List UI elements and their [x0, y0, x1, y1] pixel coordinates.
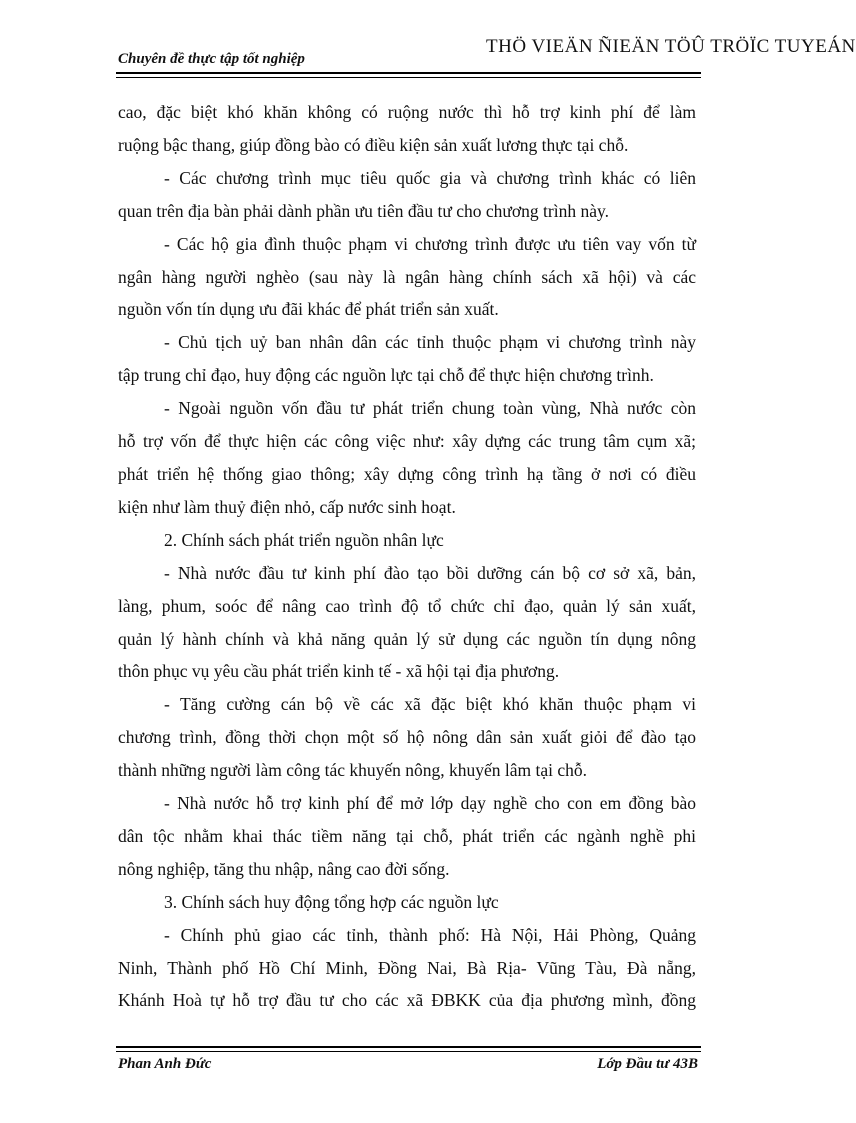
body-line: kiện như làm thuỷ điện nhỏ, cấp nước sinh hoạt.: [118, 496, 456, 517]
body-line: - Chủ tịch uỷ ban nhân dân các tỉnh thuộc phạm vi chương trình này: [164, 332, 696, 353]
body-line: phát triển hệ thống giao thông; xây dựng công trình hạ tầng ở nơi có điều: [118, 463, 696, 484]
footer-class: Lớp Đầu tư 43B: [597, 1056, 698, 1072]
footer-author: Phan Anh Đức: [118, 1056, 212, 1072]
body-line: - Nhà nước hỗ trợ kinh phí để mở lớp dạy nghề cho con em đồng bào: [164, 793, 696, 814]
body-line: quan trên địa bàn phải dành phần ưu tiên đầu tư cho chương trình này.: [118, 200, 609, 221]
body-line: thành những người làm công tác khuyến nông, khuyến lâm tại chỗ.: [118, 760, 588, 781]
body-line: nông nghiệp, tăng thu nhập, nâng cao đời sống.: [118, 858, 450, 879]
section-heading: 3. Chính sách huy động tổng hợp các nguồn lực: [164, 891, 499, 912]
body-line: thôn phục vụ yêu cầu phát triển kinh tế - xã hội tại địa phương.: [118, 661, 560, 682]
footer-rule: [116, 1046, 701, 1052]
body-line: Ninh, Thành phố Hồ Chí Minh, Đồng Nai, Bà Rịa- Vũng Tàu, Đà nẵng,: [118, 957, 696, 978]
body-line: ruộng bậc thang, giúp đồng bào có điều kiện sản xuất lương thực tại chỗ.: [118, 134, 629, 155]
body-line: - Ngoài nguồn vốn đầu tư phát triển chung toàn vùng, Nhà nước còn: [164, 398, 696, 419]
body-line: - Các hộ gia đình thuộc phạm vi chương trình được ưu tiên vay vốn từ: [164, 233, 696, 254]
watermark-text: THÖ VIEÄN ÑIEÄN TÖÛ TRÖÏC TUYEÁN: [486, 36, 856, 57]
body-line: tập trung chỉ đạo, huy động các nguồn lực tại chỗ để thực hiện chương trình.: [118, 365, 654, 386]
body-line: - Các chương trình mục tiêu quốc gia và chương trình khác có liên: [164, 167, 696, 188]
section-heading: 2. Chính sách phát triển nguồn nhân lực: [164, 529, 444, 550]
body-line: hỗ trợ vốn để thực hiện các công việc như: xây dựng các trung tâm cụm xã;: [118, 431, 696, 452]
body-line: Khánh Hoà tự hỗ trợ đầu tư cho các xã ĐBKK của địa phương mình, đồng: [118, 990, 696, 1011]
body-line: nguồn vốn tín dụng ưu đãi khác để phát triển sản xuất.: [118, 299, 499, 320]
body-line: - Nhà nước đầu tư kinh phí đào tạo bồi dưỡng cán bộ cơ sở xã, bản,: [164, 562, 696, 583]
body-line: làng, phum, soóc để nâng cao trình độ tổ chức chỉ đạo, quản lý sản xuất,: [118, 595, 696, 616]
body-line: - Chính phủ giao các tỉnh, thành phố: Hà Nội, Hải Phòng, Quảng: [164, 924, 696, 945]
header-title: Chuyên đề thực tập tốt nghiệp: [118, 51, 305, 67]
body-line: chương trình, đồng thời chọn một số hộ nông dân sản xuất giỏi để đào tạo: [118, 727, 696, 748]
body-line: - Tăng cường cán bộ về các xã đặc biệt khó khăn thuộc phạm vi: [164, 694, 696, 715]
body-line: dân tộc nhằm khai thác tiềm năng tại chỗ, phát triển các ngành nghề phi: [118, 825, 696, 846]
body-line: ngân hàng người nghèo (sau này là ngân hàng chính sách xã hội) và các: [118, 266, 696, 287]
body-line: cao, đặc biệt khó khăn không có ruộng nước thì hỗ trợ kinh phí để làm: [118, 102, 696, 122]
body-line: quản lý hành chính và khả năng quản lý sử dụng các nguồn tín dụng nông: [118, 628, 696, 649]
header-rule: [116, 72, 701, 78]
document-body: [118, 96, 696, 1017]
